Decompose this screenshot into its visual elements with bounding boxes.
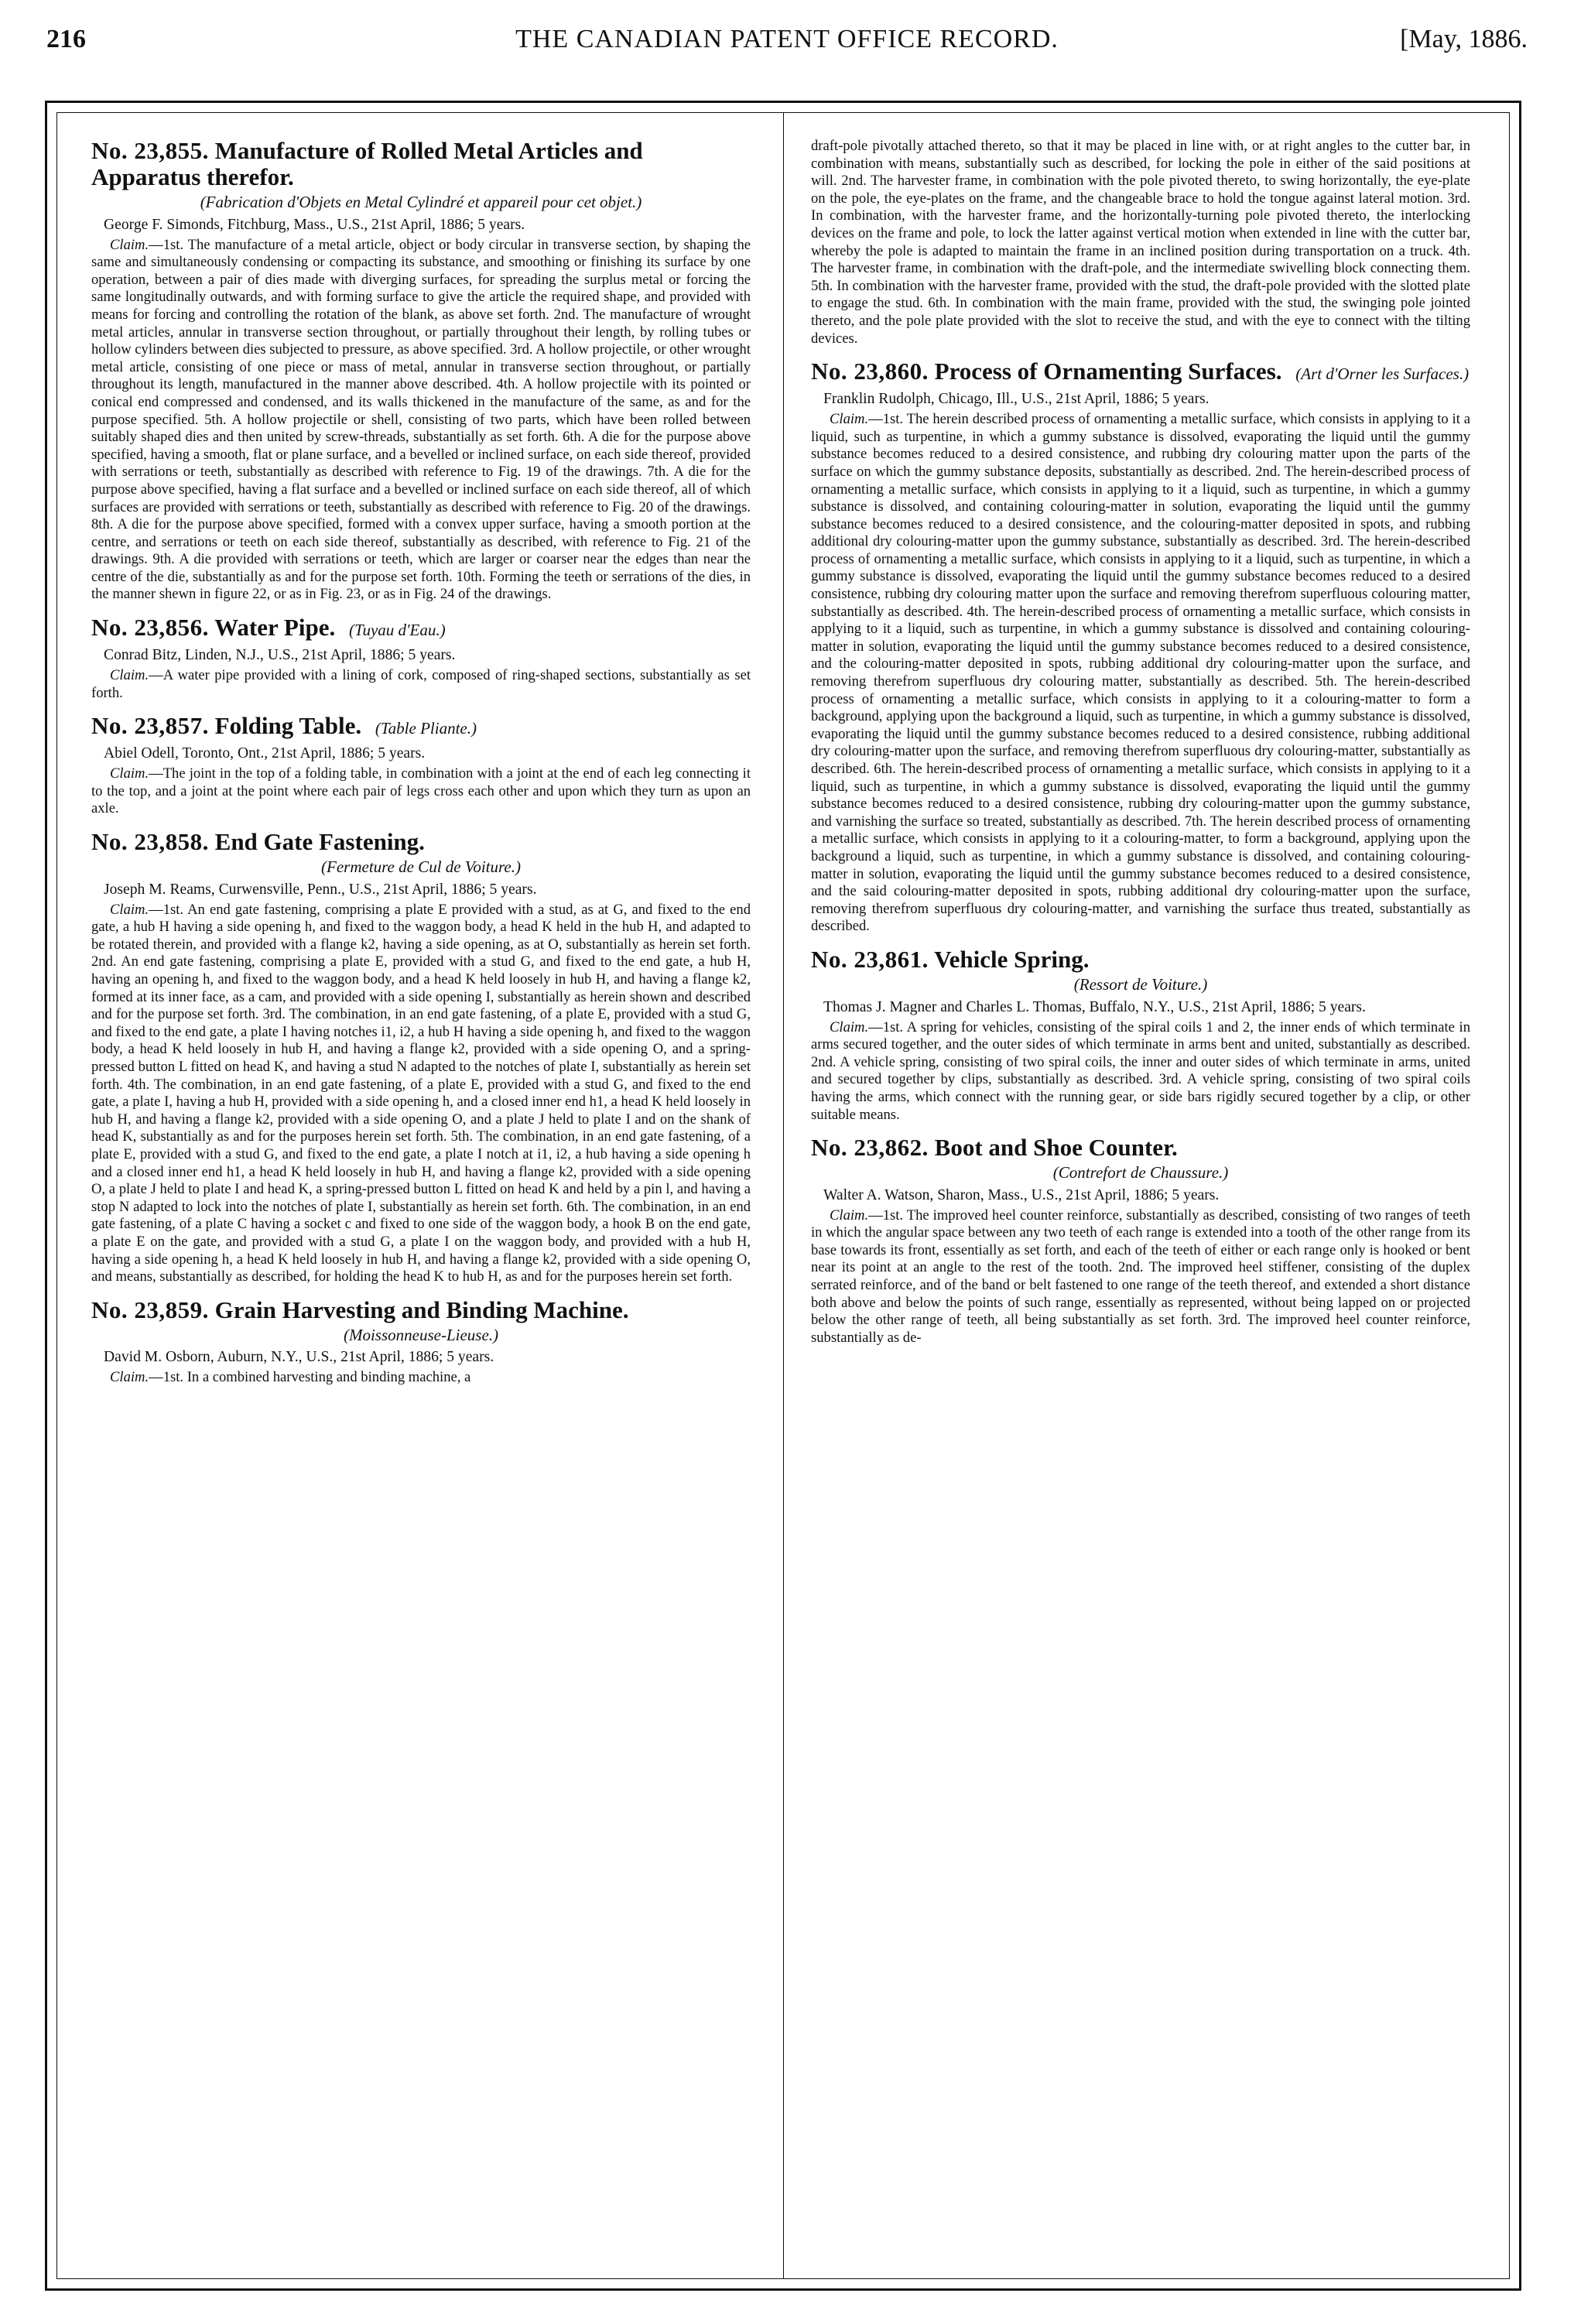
french-title: (Table Pliante.) xyxy=(375,719,477,738)
claim-text xyxy=(91,237,751,604)
patent-number: No. 23,857. xyxy=(91,712,209,740)
patent-entry-23856 xyxy=(91,614,751,702)
patentee-line: David M. Osborn, Auburn, N.Y., U.S., 21st April, 1886; 5 years. xyxy=(104,1349,494,1366)
french-title: (Tuyau d'Eau.) xyxy=(348,621,446,640)
patent-number: No. 23,858. xyxy=(91,828,209,856)
entry-heading xyxy=(91,614,751,643)
patent-title: End Gate Fastening. xyxy=(214,828,425,856)
patent-number: No. 23,861. xyxy=(811,945,929,973)
french-title: (Ressort de Voiture.) xyxy=(1073,974,1208,994)
claim-text xyxy=(91,765,751,818)
entry-heading xyxy=(811,358,1470,387)
patentee-line: George F. Simonds, Fitchburg, Mass., U.S., 21st April, 1886; 5 years. xyxy=(104,216,525,233)
claim-text xyxy=(811,411,1470,936)
patent-entry-23860 xyxy=(811,358,1470,936)
patentee-line: Walter A. Watson, Sharon, Mass., U.S., 21st April, 1886; 5 years. xyxy=(823,1186,1220,1203)
french-title: (Fabrication d'Objets en Metal Cylindré et appareil pour cet objet.) xyxy=(200,193,642,211)
claim-label: Claim. xyxy=(110,236,149,253)
patent-entry-23862 xyxy=(811,1135,1470,1347)
page-frame xyxy=(45,101,1521,2291)
patent-title: Folding Table. xyxy=(214,712,362,740)
claim-text xyxy=(91,902,751,1286)
french-title: (Moissonneuse-Lieuse.) xyxy=(343,1325,499,1344)
claim-label: Claim. xyxy=(830,1018,869,1035)
claim-label: Claim. xyxy=(110,1369,149,1386)
right-column xyxy=(811,138,1470,2263)
claim-body: —1st. The herein described process of ornamenting a metallic surface, which consists in applying to it a liquid, such as turpentine, in which a gummy substance is dissolved, evaporating the liquid until the gummy substance becomes reduced to a desired consistence, and rubbing dry colouring matter upon the parts of the surface on which the gummy substance deposits, substantially as described. 2nd. The herein-described process of ornamenting a metallic surface, which consists in applying to it a liquid, such as turpentine, in which a gummy substance is dissolved, and containing colouring-matter in solution, evaporating the liquid until the gummy substance becomes reduced to a desired consistence, and the colouring-matter deposited in spots, and rubbing additional dry colouring-matter upon the gummy substance, substantially as described. 3rd. The herein-described process of ornamenting a metallic surface, which consists in applying to it a liquid, such as turpentine, in which a gummy substance is dissolved, evaporating the liquid until the gummy substance becomes reduced to a desired consistence, rubbing dry colouring matter upon the surface and removing therefrom superfluous colouring matter, substantially as described. 4th. The herein-described process of ornamenting a metallic surface, which consists in applying to it a liquid, such as turpentine, in which a gummy substance is dissolved and containing colouring-matter in solution, evaporating the liquid until the gummy substance becomes reduced to a desired consistence, and the colouring-matter deposited in spots, rubbing additional dry colouring-matter upon the surface, and removing therefrom superfluous dry colouring matter, substantially as described. 5th. The herein-described process of ornamenting a metallic surface, which consists in applying to it a colouring-matter to form a background, applying upon the background a liquid, such as turpentine, in which a gummy substance is dissolved, evaporating the liquid until the gummy substance becomes reduced to a desired consistence, rubbing additional dry colouring-matter upon the surface, and removing therefrom superfluous dry colouring-matter, substantially as described. 6th. The herein-described process of ornamenting a metallic surface, which consists in applying to it a liquid, such as turpentine, in which a gummy substance is dissolved, evaporating the liquid until the gummy substance becomes reduced to a desired consistence, rubbing dry colouring-matter upon the gummy substance, and varnishing the surface so treated, substantially as described. 7th. The herein described process of ornamenting a metallic surface, which consists in applying to it a colouring-matter, to form a background, applying upon the background a liquid, such as turpentine, in which a gummy substance is dissolved, and containing colouring-matter in solution, evaporating the liquid until the gummy substance becomes reduced to a desired consistence, and the said colouring-matter deposited in spots, rubbing additional dry colouring-matter upon the surface, removing therefrom superfluous dry colouring-matter, and varnishing the surface thus treated, substantially as described. xyxy=(811,411,1470,935)
claim-body: —1st. An end gate fastening, comprising a plate E provided with a stud, as at G, and fixed to the end gate, a hub H having a side opening h, and fixed to the waggon body, a head K held in the hub H, and adapted to be rotated therein, and provided with a flange k2, having a side opening, as at O, substantially as herein set forth. 2nd. An end gate fastening, comprising a plate E, provided with a stud G, and fixed to the end gate, a hub H, having an opening h, and fixed to the waggon body, and a head K held loosely in hub H, and having a flange k2, formed at its inner face, as a cam, and provided with a side opening I, substantially as herein shown and described and for the purpose set forth. 3rd. The combination, in an end gate fastening, of a plate E, provided with a stud G, and fixed to the end gate, a plate I having notches i1, i2, a hub H having a side opening h, and fixed to the waggon body, a head K held loosely in hub H, and having a flange k2, provided with a side opening O, and a spring-pressed button L fitted on head K, and having a stud N adapted to the notches of plate I, substantially as herein set forth. 4th. The combination, in an end gate fastening, of a plate E, provided with a stud G, and fixed to the end gate, a plate I, having a hub H, provided with a side opening h, and a closed inner end h1, a head K held loosely in hub H, and having a flange k2, provided with a side opening O, and a plate J held to plate I and on the shank of head K, substantially as and for the purposes herein set forth. 5th. The combination, in an end gate fastening, of a plate E, provided with a stud G, and fixed to the end gate, a plate I notch at i1, i2, a hub having a side opening h and a closed inner end h1, a head K held loosely in hub H, and having a flange k2, provided with a side opening O, a plate J held to plate I and head K, a spring-pressed button L fitted on head K and held by a pin l, and having a stop N adapted to lock into the notches of plate I, substantially as herein set forth. 6th. The combination, in an end gate fastening, of a plate C having a socket c and fixed to one side of the waggon body, a hook B on the end gate, a plate E on the gate, and provided with a stud G, a plate I on the waggon body, and provided with a hub H, having a side opening h, a head K held loosely in hub H, and having a flange k2, provided with a side opening O, and means, substantially as described, for holding the head K to hub H, as and for the purposes herein set forth. xyxy=(91,901,751,1285)
column-rule xyxy=(783,113,784,2278)
patent-entry-23861 xyxy=(811,946,1470,1124)
entry-heading xyxy=(91,713,751,741)
claim-label: Claim. xyxy=(830,1206,869,1224)
patent-title: Vehicle Spring. xyxy=(934,945,1090,973)
patent-number: No. 23,860. xyxy=(811,358,929,385)
claim-body: —1st. In a combined harvesting and binding machine, a xyxy=(149,1369,471,1386)
claim-body: —A water pipe provided with a lining of cork, composed of ring-shaped sections, substantially as set forth. xyxy=(91,667,751,701)
patent-entry-23859 xyxy=(91,1297,751,1387)
claim-text xyxy=(811,1019,1470,1124)
french-title: (Fermeture de Cul de Voiture.) xyxy=(321,857,521,877)
claim-text xyxy=(91,667,751,702)
patentee-line: Abiel Odell, Toronto, Ont., 21st April, 1886; 5 years. xyxy=(104,745,426,762)
entry-heading xyxy=(91,1297,751,1323)
patentee-line: Thomas J. Magner and Charles L. Thomas, Buffalo, N.Y., U.S., 21st April, 1886; 5 years. xyxy=(823,998,1366,1015)
patent-number: No. 23,862. xyxy=(811,1134,929,1162)
page-number: 216 xyxy=(46,25,86,53)
claim-text xyxy=(91,1369,751,1387)
patent-title: Water Pipe. xyxy=(214,614,336,642)
patentee-line: Franklin Rudolph, Chicago, Ill., U.S., 21st April, 1886; 5 years. xyxy=(823,391,1210,408)
patent-number: No. 23,855. xyxy=(91,138,209,164)
french-title: (Contrefort de Chaussure.) xyxy=(1052,1163,1229,1183)
claim-body: —1st. The manufacture of a metal article, object or body circular in transverse section, by shaping the same and simultaneously condensing or compacting its substance, and smoothing or finishing its surface by one operation, between a pair of dies made with diverging surfaces, for spreading the surplus metal or forcing the same longitudinally outwards, and with forming surface to give the article the required shape, and provided with means for forcing and controlling the rotation of the blank, as above set forth. 2nd. The manufacture of wrought metal articles, annular in transverse section throughout, or partially throughout their length, by rolling tubes or hollow cylinders between dies subjected to pressure, as above specified. 3rd. A hollow projectile, or other wrought metal article, consisting of one piece or mass of metal, annular in transverse section throughout, or partially throughout its length, manufactured in the manner above described. 4th. A hollow projectile with its pointed or conical end compressed and condensed, and its walls thickened in the manufacture of the same, as and for the purpose specified. 5th. A hollow projectile or shell, consisting of two parts, which have been rolled between suitably shaped dies and then united by screw-threads, substantially as set forth. 6th. A die for the purpose above specified, having a smooth, flat or plane surface, and a bevelled or inclined surface, on each side thereof, provided with serrations or teeth, substantially as described with reference to Fig. 19 of the drawings. 7th. A die for the purpose above specified, having a flat surface and a bevelled or inclined surface on each side thereof, all of which surfaces are provided with serrations or teeth, substantially as described with reference to Fig. 20 of the drawings. 8th. A die for the purpose above specified, formed with a convex upper surface, having a smooth portion at the centre, and serrations or teeth on each side thereof, substantially as described, with reference to Fig. 21 of the drawings. 9th. A die provided with serrations or teeth, which are larger or coarser near the edges than near the centre of the die, substantially as and for the purpose set forth. 10th. Forming the teeth or serrations of the dies, in the manner shewn in figure 22, or as in Fig. 23, or as in Fig. 24 of the drawings. xyxy=(91,236,751,603)
entry-heading xyxy=(91,138,751,190)
patentee-line: Conrad Bitz, Linden, N.J., U.S., 21st April, 1886; 5 years. xyxy=(104,647,456,664)
running-head xyxy=(46,25,1528,71)
claim-label: Claim. xyxy=(830,411,869,428)
claim-label: Claim. xyxy=(110,901,149,918)
patent-entry-23857 xyxy=(91,713,751,818)
patent-title: Grain Harvesting and Binding Machine. xyxy=(214,1295,629,1323)
patent-number: No. 23,859. xyxy=(91,1295,209,1323)
continued-claim-text: draft-pole pivotally attached thereto, so that it may be placed in line with, or at right angles to the cutter bar, in combination with means, substantially such as described, for locking the pole in either of the said positions at will. 2nd. The harvester frame, in combination with the pole pivoted thereto, to swing horizontally, the eye-plate on the pole, the eye-plates on the frame, and the changeable brace to hold the tongue against lateral motion. 3rd. In combination, with the harvester frame, and the horizontally-turning pole pivoted thereto, the interlocking devices on the frame and pole, to lock the latter against vertical motion when extended in line with the cutter bar, whereby the pole is adapted to maintain the frame in an inclined position during transportation on a truck. 4th. The harvester frame, in combination with the draft-pole, and the intermediate swivelling block connecting them. 5th. In combination with the harvester frame, provided with the stud, the draft-pole provided with the slotted plate to engage the stud. 6th. In combination with the main frame, provided with the stud, the swinging pole jointed thereto, and the pole plate provided with the slot to receive the stud, and with the eye to connect with the tilting devices. xyxy=(811,138,1470,347)
entry-heading xyxy=(811,1135,1470,1161)
patent-title: Manufacture of Rolled Metal Articles and Apparatus therefor. xyxy=(91,138,643,190)
issue-date: [May, 1886. xyxy=(1400,25,1528,53)
claim-body: —1st. The improved heel counter reinforce, substantially as described, consisting of two ranges of teeth in which the angular space between any two teeth of each range is extended into a tooth of the other range from its base towards its front, essentially as set forth, and each of the teeth of either or each range only is hooked or bent near its point at an angle to the rest of the tooth. 2nd. The improved heel stiffener, consisting of the duplex serrated reinforce, and of the band or belt fastened to one range of the teeth thereof, and extended a short distance both above and below the points of such range, essentially as represented, without being lapped on or projected below the other range of teeth, all being substantially as set forth. 3rd. The improved heel counter reinforce, substantially as de- xyxy=(811,1206,1470,1346)
french-title: (Art d'Orner les Surfaces.) xyxy=(1295,365,1470,384)
claim-body: —The joint in the top of a folding table, in combination with a joint at the end of each leg connecting it to the top, and a joint at the point where each pair of legs cross each other and upon which they turn as upon an axle. xyxy=(91,765,751,817)
claim-text xyxy=(811,1207,1470,1347)
claim-body: —1st. A spring for vehicles, consisting of the spiral coils 1 and 2, the inner ends of which terminate in arms secured together, and the outer sides of which terminate in arms bent and united, substantially as described. 2nd. A vehicle spring, consisting of two spiral coils, the inner and outer sides of which terminate in arms, united and secured together by clips, substantially as described. 3rd. A vehicle spring, consisting of two spiral coils having the arms, which connect with the running gear, or side bars rigidly secured together by a clip, or other suitable means. xyxy=(811,1018,1470,1123)
patent-title: Process of Ornamenting Surfaces. xyxy=(934,358,1282,385)
entry-heading xyxy=(91,829,751,855)
claim-label: Claim. xyxy=(110,667,149,684)
patent-entry-23858 xyxy=(91,829,751,1286)
left-column xyxy=(91,138,751,2263)
patent-number: No. 23,856. xyxy=(91,614,209,642)
patent-entry-23855 xyxy=(91,138,751,604)
claim-label: Claim. xyxy=(110,765,149,782)
entry-heading xyxy=(811,946,1470,973)
patent-title: Boot and Shoe Counter. xyxy=(934,1134,1178,1162)
publication-title: THE CANADIAN PATENT OFFICE RECORD. xyxy=(515,25,1059,53)
inner-frame xyxy=(56,112,1510,2279)
patentee-line: Joseph M. Reams, Curwensville, Penn., U.S., 21st April, 1886; 5 years. xyxy=(104,881,537,898)
